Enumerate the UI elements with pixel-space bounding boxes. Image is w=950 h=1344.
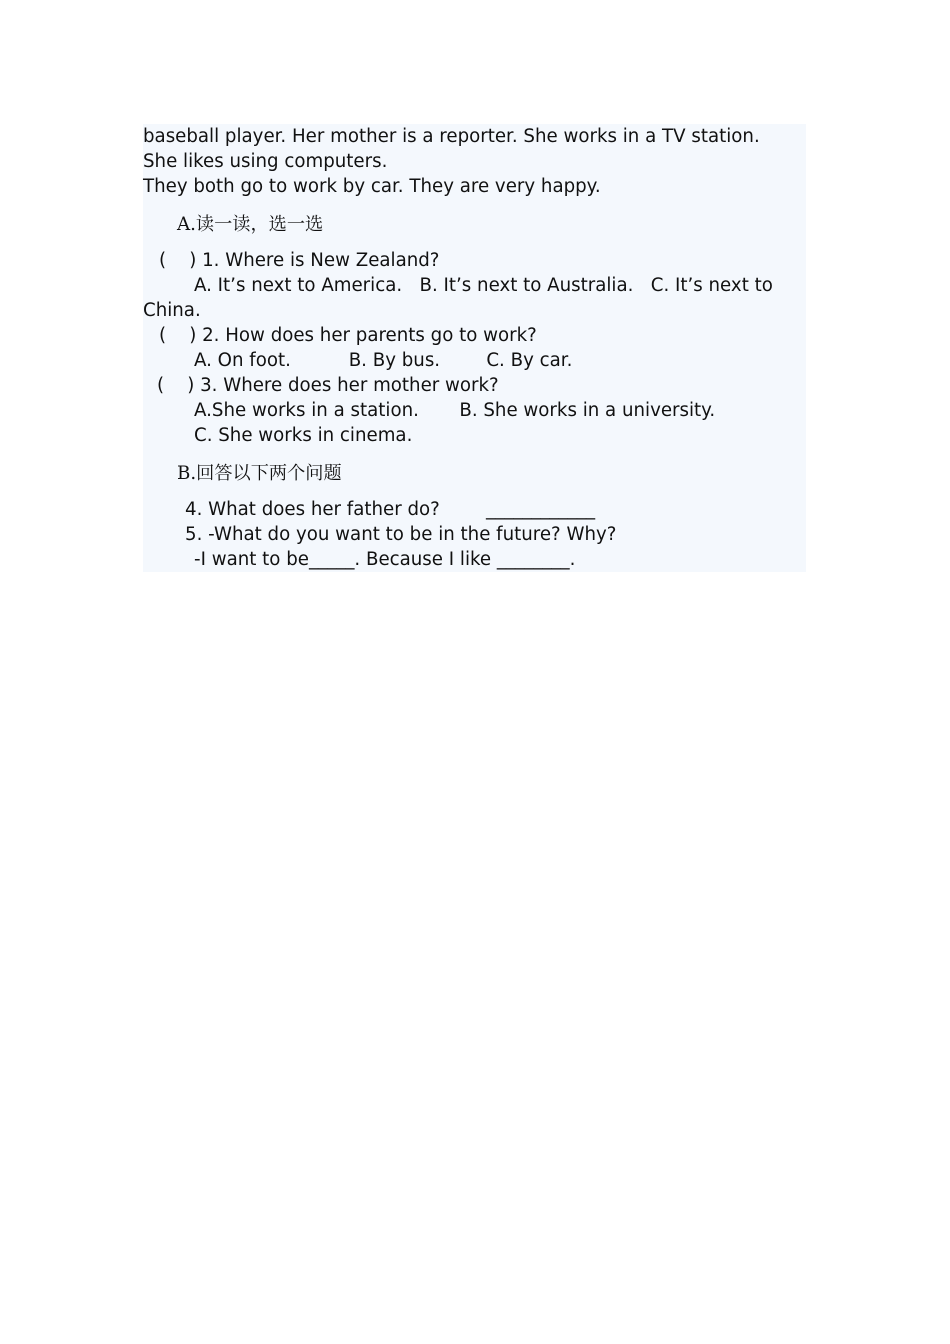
question-1-stem: ( ) 1. Where is New Zealand?: [159, 250, 440, 271]
question-2-options: A. On foot. B. By bus. C. By car.: [194, 350, 573, 371]
section-b-heading: B.回答以下两个问题: [177, 463, 342, 484]
question-3-options-line-2: C. She works in cinema.: [194, 425, 413, 446]
passage-line-2: She likes using computers.: [143, 151, 388, 172]
question-3-stem: ( ) 3. Where does her mother work?: [157, 375, 499, 396]
question-5: 5. -What do you want to be in the future? Why?: [185, 524, 617, 545]
worksheet-content: [143, 124, 806, 572]
question-2-stem: ( ) 2. How does her parents go to work?: [159, 325, 537, 346]
question-4: 4. What does her father do? ____________: [185, 499, 596, 520]
section-a-heading: A.读一读，选一选: [177, 214, 324, 235]
question-5-answer: -I want to be_____. Because I like ________.: [194, 549, 576, 570]
question-1-options-cont: China.: [143, 300, 201, 321]
passage-line-1: baseball player. Her mother is a reporter. She works in a TV station.: [143, 126, 760, 147]
question-3-options-line-1: A.She works in a station. B. She works in a university.: [194, 400, 716, 421]
passage-line-3: They both go to work by car. They are very happy.: [143, 176, 601, 197]
question-1-options: A. It’s next to America. B. It’s next to Australia. C. It’s next to: [194, 275, 773, 296]
